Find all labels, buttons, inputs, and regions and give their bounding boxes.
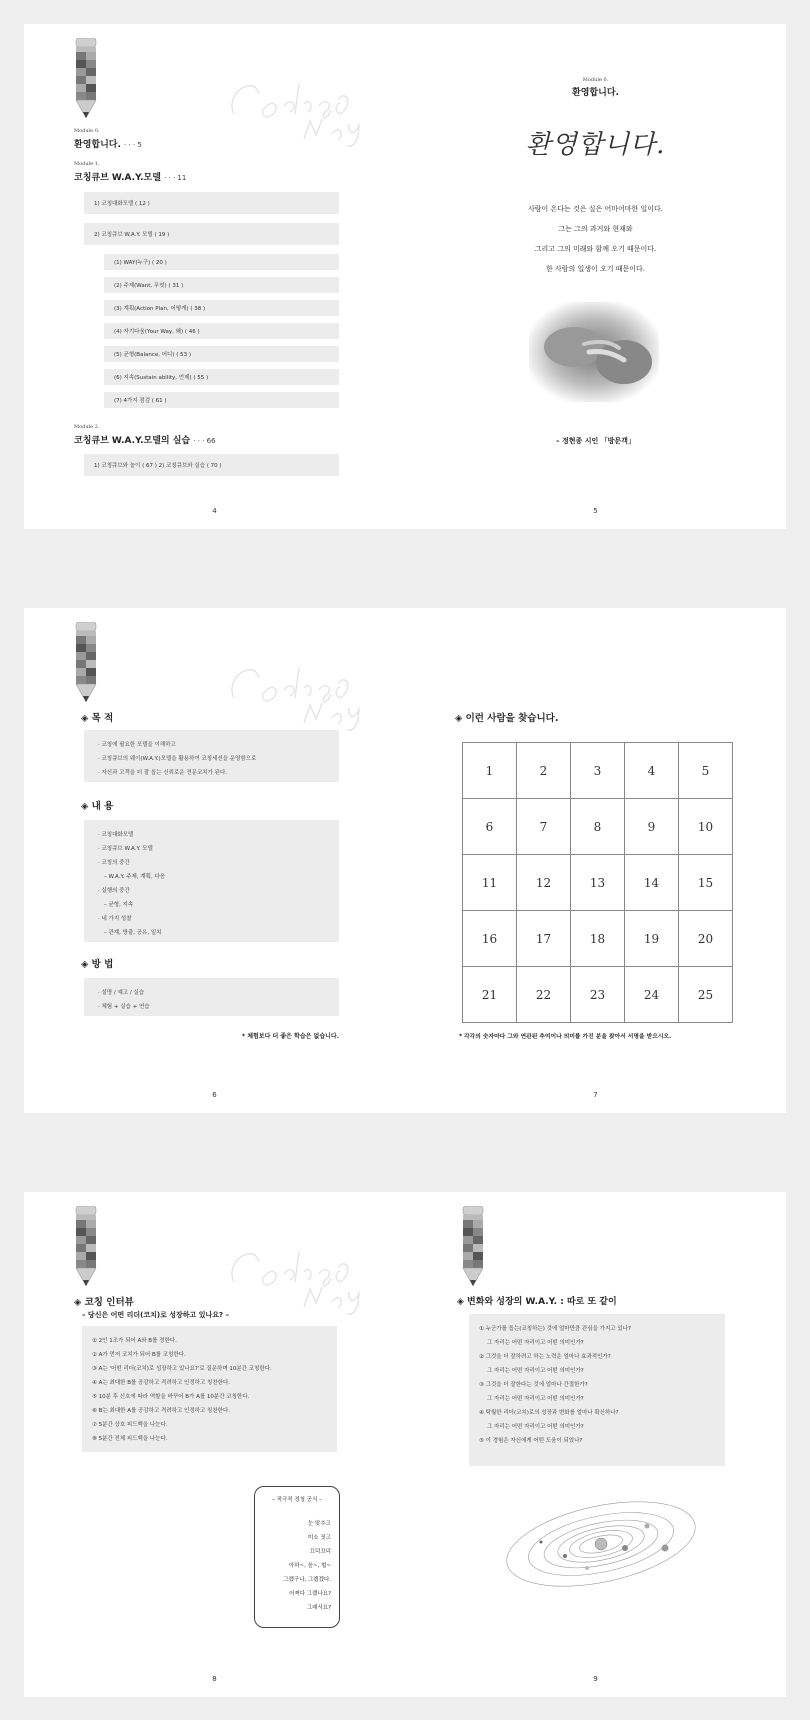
page-7 xyxy=(405,608,786,1113)
module1-page: · · · 11 xyxy=(164,174,187,182)
toc-item: (1) WAY(누구) ( 20 ) xyxy=(104,254,339,270)
list-item: ③ A는 '어떤 리더(코치)로 성장하고 있나요?'로 질문하며 10분간 코칭한다. xyxy=(92,1366,272,1372)
pencil-icon xyxy=(74,622,98,702)
toc-item: 1) 코칭큐브와 놀이 ( 67 ) 2) 코칭큐브와 실습 ( 70 ) xyxy=(84,454,339,476)
module0-title: 환영합니다. xyxy=(74,140,121,150)
list-item: ④ A는 최대한 B를 공감하고 격려하고 인정하고 칭찬한다. xyxy=(92,1380,231,1386)
page-title: ◈ 이런 사람을 찾습니다. xyxy=(455,713,559,724)
list-item: 그 자리는 어떤 자리이고 어떤 의미인가? xyxy=(487,1340,584,1346)
list-item: 그 자리는 어떤 자리이고 어떤 의미인가? xyxy=(487,1396,584,1402)
toc-item: 2) 코칭큐브 W.A.Y. 모델 ( 19 ) xyxy=(84,223,339,245)
list-item: ⑦ 5분간 상호 피드백을 나눈다. xyxy=(92,1422,168,1428)
card-line: 그래서요? xyxy=(306,1605,331,1611)
script-title: 환영합니다. xyxy=(525,130,666,160)
list-item: · 코칭의 중간 xyxy=(98,860,130,866)
list-item: ④ 탁월한 리더(코치)로의 성장과 변화를 얼마나 확신하나? xyxy=(479,1410,619,1416)
grid-cell[interactable]: 17 xyxy=(517,911,571,967)
spread-pages-6-7 xyxy=(24,608,786,1113)
attribution: – 정현종 시인 「방문객」 xyxy=(556,437,635,445)
purpose-box xyxy=(84,730,339,782)
footnote: * 각각의 숫자마다 그와 연관된 추억이나 의미를 가진 분을 찾아서 서명을 받으시오. xyxy=(459,1034,672,1040)
grid-row xyxy=(463,743,733,799)
spread-pages-4-5 xyxy=(24,24,786,529)
toc-item: 1) 코칭대화모델 ( 12 ) xyxy=(84,192,339,214)
list-item: · 코칭큐브의 웨이(W.A.Y.)모델을 활용하여 코칭세션을 운영함으로 xyxy=(98,756,257,762)
grid-row xyxy=(463,911,733,967)
poem-line: 한 사람의 일생이 오기 때문이다. xyxy=(545,265,646,273)
solar-system-illustration xyxy=(501,1482,701,1602)
list-item: 그 자리는 어떤 자리이고 어떤 의미인가? xyxy=(487,1368,584,1374)
grid-cell[interactable]: 25 xyxy=(679,967,733,1023)
section-title-content: ◈ 내 용 xyxy=(81,801,114,812)
card-title: – 적극적 경청 공식 – xyxy=(272,1497,322,1503)
list-item: · 코칭대화모델 xyxy=(98,832,134,838)
page-9 xyxy=(405,1192,786,1697)
list-item: · 코칭에 필요한 모델을 이해하고 xyxy=(98,742,176,748)
grid-cell[interactable]: 4 xyxy=(625,743,679,799)
grid-cell[interactable]: 9 xyxy=(625,799,679,855)
list-item: ① 누군가를 돕는(코칭하는) 것에 얼마만큼 관심을 가지고 있나? xyxy=(479,1326,631,1332)
list-item: – 균형, 지속 xyxy=(104,902,134,908)
list-item: 그 자리는 어떤 자리이고 어떤 의미인가? xyxy=(487,1424,584,1430)
grid-cell[interactable]: 10 xyxy=(679,799,733,855)
hands-photo xyxy=(529,302,659,402)
module1-heading xyxy=(74,170,186,183)
page-number: 8 xyxy=(212,1675,217,1683)
grid-cell[interactable]: 1 xyxy=(463,743,517,799)
list-item: · 자신과 고객을 더 잘 돕는 신뢰로운 전문코치가 된다. xyxy=(98,770,228,776)
module0-page: · · · 5 xyxy=(124,141,142,149)
grid-cell[interactable]: 2 xyxy=(517,743,571,799)
list-item: ⑤ 10분 후 신호에 따라 역할을 바꾸어 B가 A를 10분간 코칭한다. xyxy=(92,1394,250,1400)
grid-cell[interactable]: 8 xyxy=(571,799,625,855)
grid-cell[interactable]: 13 xyxy=(571,855,625,911)
list-item: · 설명 / 예고 / 실습 xyxy=(98,990,145,996)
poem-line: 그는 그의 과거와 현재와 xyxy=(558,225,633,233)
list-item: ⑧ 5분간 전체 피드백을 나눈다. xyxy=(92,1436,168,1442)
grid-cell[interactable]: 6 xyxy=(463,799,517,855)
page-5 xyxy=(405,24,786,529)
grid-cell[interactable]: 24 xyxy=(625,967,679,1023)
grid-cell[interactable]: 3 xyxy=(571,743,625,799)
page-number: 9 xyxy=(593,1675,598,1683)
card-line: 그랬구나, 그랬겠다. xyxy=(283,1577,331,1583)
card-line: 끄덕끄덕 xyxy=(309,1549,331,1555)
grid-cell[interactable]: 15 xyxy=(679,855,733,911)
list-item: ① 2인 1조가 되어 A와 B를 정한다. xyxy=(92,1338,177,1344)
coaching-way-watermark xyxy=(214,628,394,738)
list-item: ⑥ B는 최대한 A를 공감하고 격려하고 인정하고 칭찬한다. xyxy=(92,1408,231,1414)
page-number: 5 xyxy=(593,507,598,515)
grid-cell[interactable]: 7 xyxy=(517,799,571,855)
toc-item: (4) 자기다움(Your Way, 왜) ( 46 ) xyxy=(104,323,339,339)
page-6 xyxy=(24,608,405,1113)
grid-cell[interactable]: 16 xyxy=(463,911,517,967)
page-number: 6 xyxy=(212,1091,217,1099)
poem-line: 사람이 온다는 것은 실은 어마어마한 일이다. xyxy=(527,205,664,213)
list-item: – W.A.Y. 주제, 계획, 다음 xyxy=(104,874,166,880)
pencil-icon xyxy=(74,38,98,118)
module2-page: · · · 66 xyxy=(193,437,216,445)
list-item: · 체험 + 실습 + 연습 xyxy=(98,1004,150,1010)
list-item: ② A가 먼저 코치가 되어 B를 코칭한다. xyxy=(92,1352,186,1358)
grid-cell[interactable]: 23 xyxy=(571,967,625,1023)
list-item: – 관계, 방출, 공유, 일치 xyxy=(104,930,162,936)
grid-row xyxy=(463,967,733,1023)
card-line: 눈 맞추고 xyxy=(307,1521,331,1527)
pencil-icon xyxy=(74,1206,98,1286)
method-box xyxy=(84,978,339,1016)
module0-label: Module 0. xyxy=(74,128,100,134)
page-subtitle: – 당신은 어떤 리더(코치)로 성장하고 있나요? – xyxy=(82,1311,230,1319)
content-box xyxy=(84,820,339,942)
grid-cell[interactable]: 20 xyxy=(679,911,733,967)
toc-item: (7) 4가지 점검 ( 61 ) xyxy=(104,392,339,408)
page-title: 환영합니다. xyxy=(572,88,619,98)
questions-box xyxy=(469,1314,725,1466)
grid-cell[interactable]: 18 xyxy=(571,911,625,967)
page-title: ◈ 변화와 성장의 W.A.Y. : 따로 또 같이 xyxy=(457,1297,617,1307)
toc-item: (3) 계획(Action Plan, 어떻게) ( 38 ) xyxy=(104,300,339,316)
grid-cell[interactable]: 19 xyxy=(625,911,679,967)
grid-cell[interactable]: 11 xyxy=(463,855,517,911)
page-number: 7 xyxy=(593,1091,598,1099)
page-8 xyxy=(24,1192,405,1697)
bingo-grid xyxy=(462,742,733,1023)
poem-line: 그리고 그의 미래와 함께 오기 때문이다. xyxy=(534,245,657,253)
card-line: 어쩌다 그랬나요? xyxy=(289,1591,331,1597)
listening-card xyxy=(254,1486,340,1628)
list-item: · 네 가지 성찰 xyxy=(98,916,132,922)
coaching-way-watermark xyxy=(214,1212,394,1322)
module2-heading xyxy=(74,433,216,446)
footnote: * 체험보다 더 좋은 학습은 없습니다. xyxy=(241,1033,339,1040)
module2-title: 코칭큐브 W.A.Y.모델의 실습 xyxy=(74,436,191,446)
grid-cell[interactable]: 14 xyxy=(625,855,679,911)
list-item: · 코칭큐브 W.A.Y. 모델 xyxy=(98,846,153,852)
module2-label: Module 2. xyxy=(74,424,100,430)
grid-cell[interactable]: 21 xyxy=(463,967,517,1023)
module0-heading xyxy=(74,137,142,150)
pencil-icon xyxy=(461,1206,485,1286)
toc-item: (2) 주제(Want, 무엇) ( 31 ) xyxy=(104,277,339,293)
card-line: 미소 짓고 xyxy=(307,1535,331,1541)
page-number: 4 xyxy=(212,507,217,515)
toc-item: (6) 지속(Sustain ability, 언제) ( 55 ) xyxy=(104,369,339,385)
toc-item: (5) 균형(Balance, 어디) ( 53 ) xyxy=(104,346,339,362)
page-4 xyxy=(24,24,405,529)
section-title-purpose: ◈ 목 적 xyxy=(81,713,114,724)
list-item: · 실행의 중간 xyxy=(98,888,130,894)
list-item: ③ 그것을 더 잘한다는 것에 얼마나 간절한가? xyxy=(479,1382,588,1388)
page-title: ◈ 코칭 인터뷰 xyxy=(74,1297,134,1308)
grid-cell[interactable]: 12 xyxy=(517,855,571,911)
grid-cell[interactable]: 5 xyxy=(679,743,733,799)
grid-row xyxy=(463,855,733,911)
grid-row xyxy=(463,799,733,855)
module1-label: Module 1. xyxy=(74,161,100,167)
module-label: Module 0. xyxy=(582,77,609,83)
module1-title: 코칭큐브 W.A.Y.모델 xyxy=(74,173,161,183)
section-title-method: ◈ 방 법 xyxy=(81,959,114,970)
list-item: ② 그것을 더 잘하려고 하는 노력은 얼마나 효과적인가? xyxy=(479,1354,611,1360)
card-line: 아하~, 음~, 헐~ xyxy=(288,1563,331,1569)
grid-cell[interactable]: 22 xyxy=(517,967,571,1023)
steps-box xyxy=(82,1326,337,1452)
coaching-way-watermark xyxy=(214,44,394,154)
spread-pages-8-9 xyxy=(24,1192,786,1697)
list-item: ⑤ 이 경험은 자신에게 어떤 도움이 되었나? xyxy=(479,1438,583,1444)
